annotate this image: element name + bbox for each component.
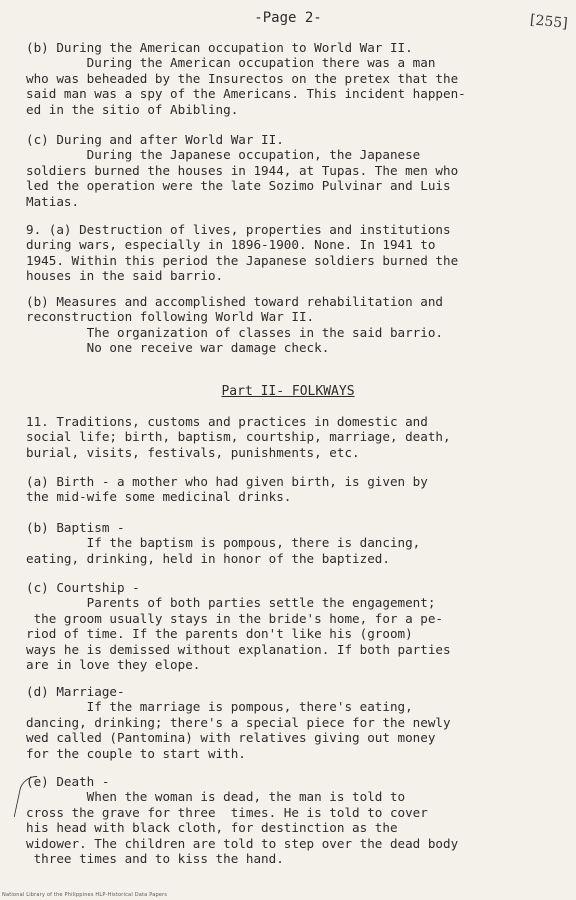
part-heading: Part II- FOLKWAYS: [221, 384, 355, 399]
text-line: Matias.: [26, 193, 80, 209]
text-line: ways he is demissed without explanation. If both parties: [26, 641, 451, 657]
text-line: burial, visits, festivals, punishments, etc.: [26, 444, 360, 460]
text-line: three times and to kiss the hand.: [26, 851, 284, 867]
text-line: his head with black cloth, for destinction as the: [26, 820, 398, 836]
section-death: [26, 774, 552, 866]
section-courtship: [26, 580, 552, 672]
text-line: No one receive war damage check.: [26, 340, 330, 356]
text-line: (c) Courtship -: [26, 580, 140, 595]
text-line: If the marriage is pompous, there's eating,: [26, 699, 413, 715]
text-line: ed in the sitio of Abibling.: [26, 101, 239, 117]
text-line: dancing, drinking; there's a special piece for the newly: [26, 714, 451, 730]
text-line: the groom usually stays in the bride's home, for a pe-: [26, 610, 444, 626]
section-destruction-during-wars: [26, 222, 552, 284]
text-line: During the Japanese occupation, the Japanese: [26, 147, 421, 163]
text-line: riod of time. If the parents don't like his (groom): [26, 626, 413, 642]
text-line: widower. The children are told to step over the dead body: [26, 835, 459, 851]
text-line: soldiers burned the houses in 1944, at Tupas. The men who: [26, 162, 459, 178]
text-line: (a) Birth - a mother who had given birth, is given by: [26, 474, 428, 489]
text-line: are in love they elope.: [26, 657, 201, 673]
section-american-occupation: [26, 40, 552, 117]
section-japanese-occupation: [26, 132, 552, 209]
text-line: social life; birth, baptism, courtship, marriage, death,: [26, 429, 451, 445]
text-line: wed called (Pantomina) with relatives giving out money: [26, 730, 436, 746]
text-line: (c) During and after World War II.: [26, 132, 284, 147]
text-line: (d) Marriage-: [26, 684, 125, 699]
text-line: During the American occupation there was a man: [26, 55, 436, 71]
text-line: 1945. Within this period the Japanese soldiers burned the: [26, 252, 459, 268]
text-line: said man was a spy of the Americans. This incident happen-: [26, 86, 466, 102]
text-line: led the operation were the late Sozimo Pulvinar and Luis: [26, 178, 451, 194]
text-line: Parents of both parties settle the engagement;: [26, 595, 436, 611]
text-line: for the couple to start with.: [26, 745, 246, 761]
page-header: -Page 2-: [254, 10, 322, 26]
section-birth: [26, 474, 552, 505]
section-traditions: [26, 414, 552, 460]
section-marriage: [26, 684, 552, 761]
text-line: during wars, especially in 1896-1900. None. In 1941 to: [26, 237, 436, 253]
page-number: [255]: [529, 12, 569, 32]
text-line: cross the grave for three times. He is told to cover: [26, 804, 428, 820]
section-rehabilitation: [26, 294, 552, 356]
text-line: 9. (a) Destruction of lives, properties and institutions: [26, 222, 451, 237]
text-line: When the woman is dead, the man is told to: [26, 789, 406, 805]
archive-footer: National Library of the Philippines HLP-Historical Data Papers: [2, 892, 168, 898]
text-line: (b) During the American occupation to World War II.: [26, 40, 413, 55]
text-line: If the baptism is pompous, there is dancing,: [26, 535, 421, 551]
section-baptism: [26, 520, 552, 566]
text-line: 11. Traditions, customs and practices in domestic and: [26, 414, 428, 429]
text-line: houses in the said barrio.: [26, 268, 224, 284]
text-line: who was beheaded by the Insurectos on the pretex that the: [26, 70, 459, 86]
text-line: The organization of classes in the said barrio.: [26, 324, 444, 340]
text-line: (e) Death -: [26, 774, 110, 789]
text-line: the mid-wife some medicinal drinks.: [26, 489, 292, 505]
text-line: reconstruction following World War II.: [26, 309, 315, 325]
text-line: (b) Measures and accomplished toward rehabilitation and: [26, 294, 444, 309]
text-line: (b) Baptism -: [26, 520, 125, 535]
text-line: eating, drinking, held in honor of the baptized.: [26, 550, 390, 566]
